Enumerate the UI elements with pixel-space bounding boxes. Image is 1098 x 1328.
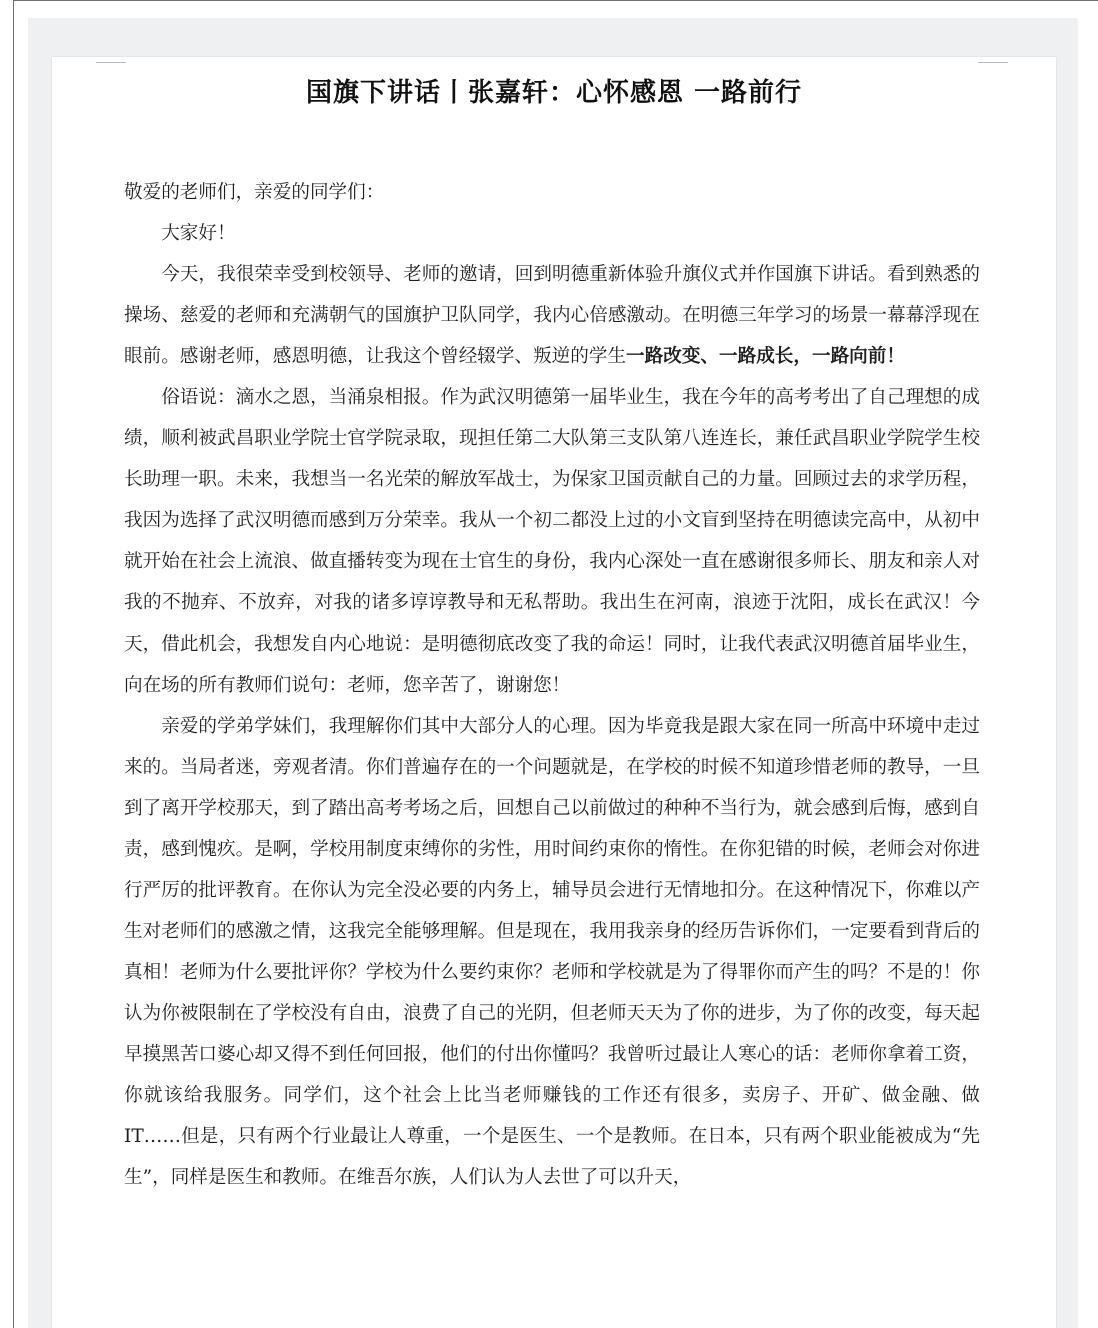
paragraph-1-emphasis: 一路改变、一路成长，一路向前！: [626, 346, 905, 368]
window-border-top: [13, 0, 1098, 1]
window-border-left: [13, 0, 14, 1328]
paragraph-1-text: 今天，我很荣幸受到校领导、老师的邀请，回到明德重新体验升旗仪式并作国旗下讲话。看到熟悉的操场、慈爱的老师和充满朝气的国旗护卫队同学，我内心倍感激动。在明德三年学习的场景一幕幕浮现在眼前。感谢老师，感恩明德，让我这个曾经辍学、叛逆的学生: [124, 264, 980, 368]
page-corner-mark-right: [978, 62, 1008, 63]
paragraph-3: 亲爱的学弟学妹们，我理解你们其中大部分人的心理。因为毕竟我是跟大家在同一所高中环境中走过来的。当局者迷，旁观者清。你们普遍存在的一个问题就是，在学校的时候不知道珍惜老师的教导，一旦到了离开学校那天，到了踏出高考考场之后，回想自己以前做过的种种不当行为，就会感到后悔，感到自责，感到愧疚。是啊，学校用制度束缚你的劣性，用时间约束你的惰性。在你犯错的时候，老师会对你进行严厉的批评教育。在你认为完全没必要的内务上，辅导员会进行无情地扣分。在这种情况下，你难以产生对老师们的感激之情，这我完全能够理解。但是现在，我用我亲身的经历告诉你们，一定要看到背后的真相！老师为什么要批评你？学校为什么要约束你？老师和学校就是为了得罪你而产生的吗？不是的！你认为你被限制在了学校没有自由，浪费了自己的光阴，但老师天天为了你的进步，为了你的改变，每天起早摸黑苦口婆心却又得不到任何回报，他们的付出你懂吗？我曾听过最让人寒心的话：老师你拿着工资，你就该给我服务。同学们，这个社会上比当老师赚钱的工作还有很多，卖房子、开矿、做金融、做 IT……但是，只有两个行业最让人尊重，一个是医生、一个是教师。在日本，只有两个职业能被成为“先生”，同样是医生和教师。在维吾尔族，人们认为人去世了可以升天，: [124, 715, 980, 1189]
salutation: 敬爱的老师们，亲爱的同学们：: [124, 182, 385, 203]
paragraph-2: 俗语说：滴水之恩，当涌泉相报。作为武汉明德第一届毕业生，我在今年的高考考出了自己理想的成绩，顺利被武昌职业学院士官学院录取，现担任第二大队第三支队第八连连长，兼任武昌职业学院学生校长助理一职。未来，我想当一名光荣的解放军战士，为保家卫国贡献自己的力量。回顾过去的求学历程，我因为选择了武汉明德而感到万分荣幸。我从一个初二都没上过的小文盲到坚持在明德读完高中，从初中就开始在社会上流浪、做直播转变为现在士官生的身份，我内心深处一直在感谢很多师长、朋友和亲人对我的不抛弃、不放弃，对我的诸多谆谆教导和无私帮助。我出生在河南，浪迹于沈阳，成长在武汉！今天，借此机会，我想发自内心地说：是明德彻底改变了我的命运！同时，让我代表武汉明德首届毕业生，向在场的所有教师们说句：老师，您辛苦了，谢谢您！: [124, 387, 980, 696]
page-title: 国旗下讲话丨张嘉轩：心怀感恩 一路前行: [305, 78, 803, 108]
paragraph-1: [124, 254, 980, 377]
page-corner-mark-left: [96, 62, 126, 63]
greeting: 大家好！: [161, 223, 236, 245]
document-body: [124, 172, 980, 1198]
